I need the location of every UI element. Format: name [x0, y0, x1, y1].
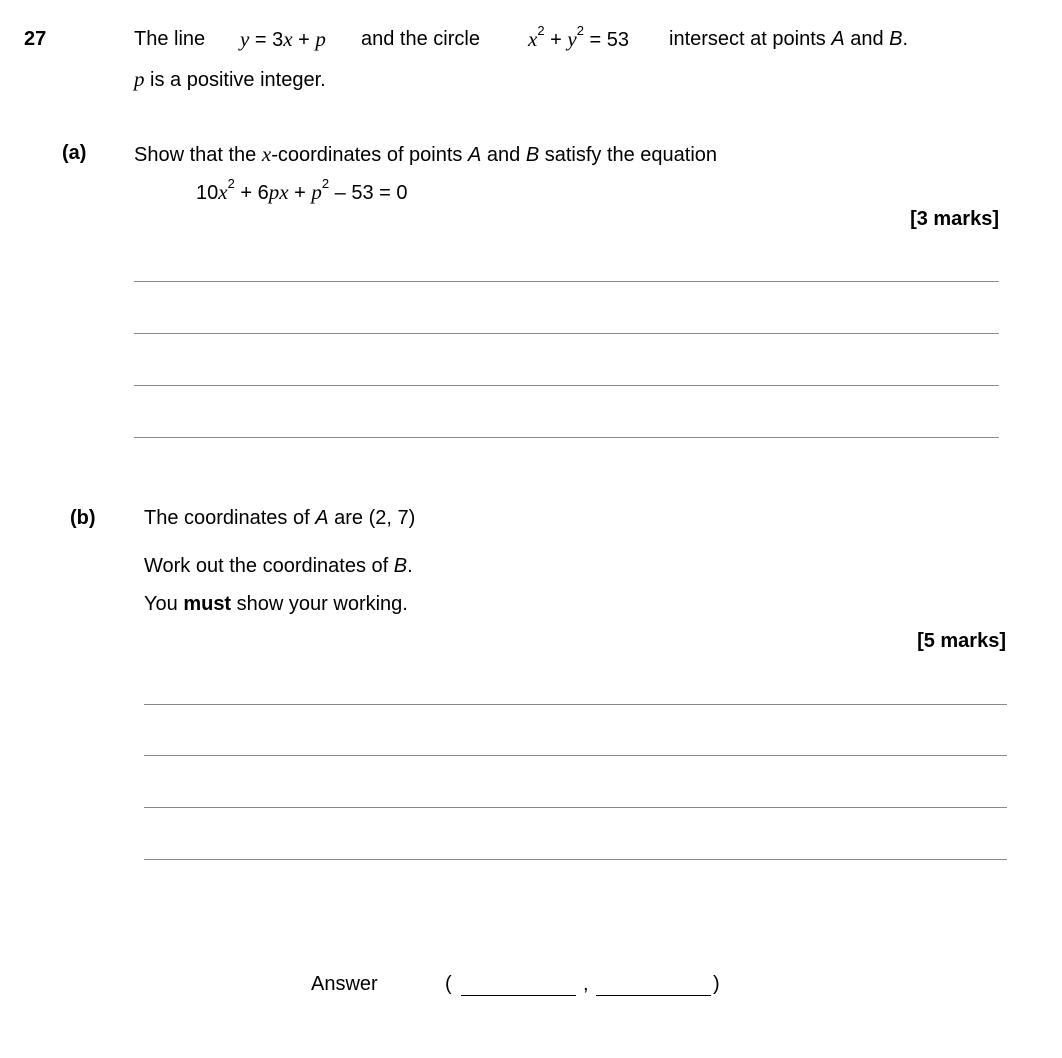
part-a-marks: [3 marks]: [910, 208, 999, 230]
answer-comma: ,: [583, 973, 589, 995]
point-b: B: [889, 28, 903, 50]
p-statement: p is a positive integer.: [134, 67, 326, 91]
answer-line-b-2[interactable]: [144, 755, 1007, 756]
part-b-line-3: You must show your working.: [144, 593, 408, 615]
answer-close-paren: ): [713, 973, 720, 995]
answer-line-a-4[interactable]: [134, 437, 999, 438]
answer-line-b-3[interactable]: [144, 807, 1007, 808]
answer-line-b-4[interactable]: [144, 859, 1007, 860]
part-a-label: (a): [62, 142, 87, 164]
part-a-equation: $10x^2 + 6px + p^2 - 53 = 0$: [196, 176, 408, 204]
answer-blank-x[interactable]: [461, 995, 576, 996]
intro-suffix: intersect at points A and B.: [669, 28, 909, 50]
answer-blank-y[interactable]: [596, 995, 711, 996]
var-p: p: [315, 27, 326, 51]
answer-line-a-2[interactable]: [134, 333, 999, 334]
part-a-prompt: Show that the x-coordinates of points A and B satisfy the equation: [134, 142, 718, 166]
part-b-marks: [5 marks]: [917, 630, 1006, 652]
part-b-line-1: The coordinates of A are (2, 7): [144, 507, 416, 529]
circle-equation: $x^2 + y^2 = 53$: [528, 23, 629, 51]
answer-label: Answer: [311, 973, 378, 995]
intro-middle: and the circle: [361, 28, 480, 50]
answer-line-a-1[interactable]: [134, 281, 999, 282]
part-b-line-2: Work out the coordinates of B.: [144, 555, 413, 577]
part-b-label: (b): [70, 507, 96, 529]
answer-line-b-1[interactable]: [144, 704, 1007, 705]
answer-line-a-3[interactable]: [134, 385, 999, 386]
answer-open-paren: (: [445, 973, 452, 995]
point-a: A: [831, 28, 845, 50]
question-number: 27: [24, 28, 47, 50]
intro-prefix: The line: [134, 28, 206, 50]
line-equation: y = 3x + p: [240, 27, 326, 51]
var-y: y: [240, 27, 250, 51]
var-x: x: [283, 27, 293, 51]
